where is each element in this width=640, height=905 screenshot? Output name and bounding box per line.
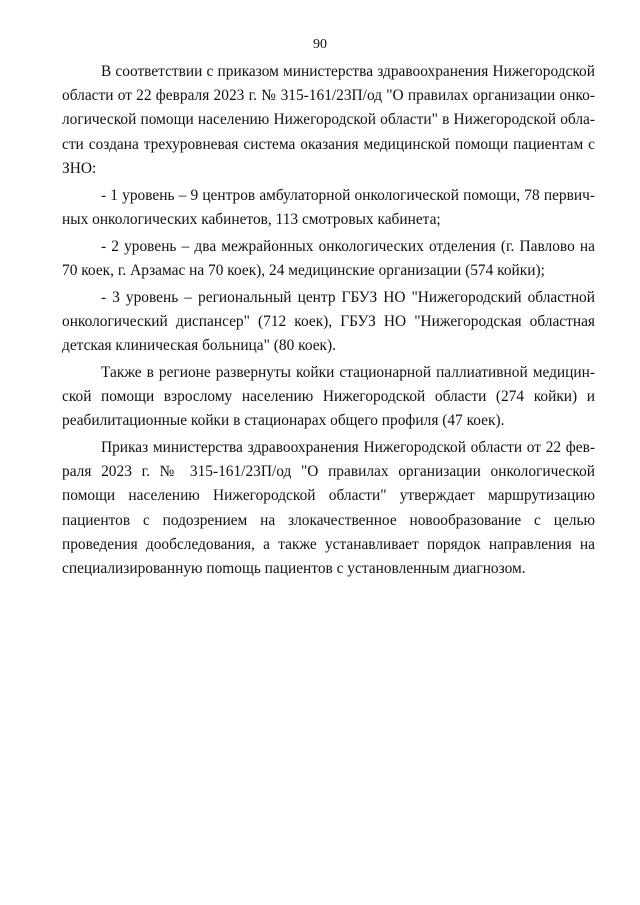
paragraph-level-1: - 1 уровень – 9 центров амбулаторной онкологической помощи, 78 первичных онкологических кабинетов, 113 смотровых кабинета;	[62, 186, 595, 228]
page-number: 90	[313, 37, 327, 52]
paragraph-three-level-system: В соответствии с приказом министерства здравоохранения Нижегородской области от 22 февраля 2023 г. № 315-161/23П/од "О правилах организации онкологической помощи населению Нижегородской области" в Нижегородской области создана трехуровневая система оказания медицинской помощи пациентам с ЗНО:	[62, 63, 595, 177]
paragraph-routing-order: Приказ министерства здравоохранения Нижегородской области от 22 февраля 2023 г. № 315-161/23П/од "О правилах организации онкологической помощи населению Нижегородской области" утверждает маршрутизацию пациентов с подозрением на злокачественное новообразование с целью проведения дообследования, а также устанавливает порядок направления на специализированную поmощь пациентов с установленным диагнозом.	[62, 439, 595, 578]
paragraph-level-2: - 2 уровень – два межрайонных онкологических отделения (г. Павлово на 70 коек, г. Арзамас на 70 коек), 24 медицинские организации (574 койки);	[62, 237, 595, 279]
document-body	[62, 60, 595, 584]
paragraph-level-3: - 3 уровень – региональный центр ГБУЗ НО "Нижегородский областной онкологический диспансер" (712 коек), ГБУЗ НО "Нижегородская областная детская клиническая больница" (80 коек).	[62, 288, 595, 355]
paragraph-palliative-beds: Также в регионе развернуты койки стационарной паллиативной медицинской помощи взрослому населению Нижегородской области (274 койки) и реабилитационные койки в стационарах общего профиля (47 коек).	[62, 363, 595, 430]
